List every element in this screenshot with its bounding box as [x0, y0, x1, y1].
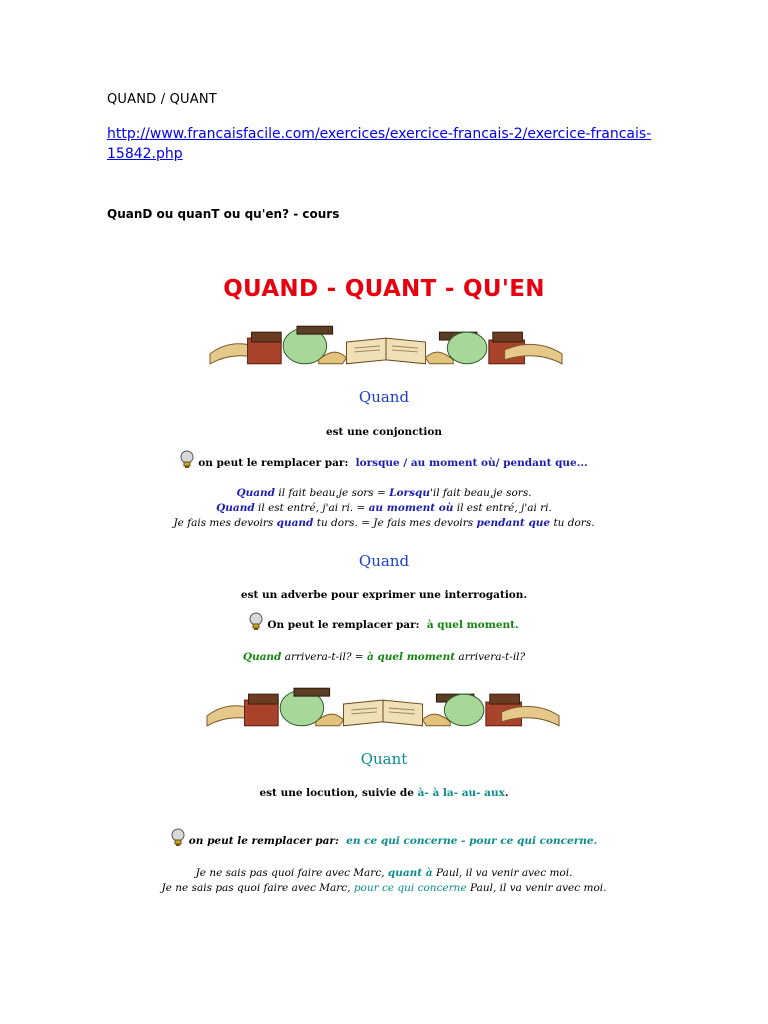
examples-3 [0, 866, 768, 896]
replace-value: à quel moment. [426, 619, 519, 631]
books-banner-top [208, 320, 564, 370]
replace-line-3 [0, 828, 768, 848]
example-2: Quand arrivera-t-il? = à quel moment arrivera-t-il? [242, 651, 526, 663]
example-line: Quand il est entré, j'ai ri. = au moment où il est entré, j'ai ri. [216, 502, 552, 514]
section-definition-3: est une locution, suivie de à- à la- au- aux. [259, 787, 509, 799]
section-title-quand-2: Quand [358, 552, 410, 570]
replace-label: on peut le remplacer par: [188, 835, 339, 847]
books-banner-middle [205, 682, 561, 732]
replace-label: on peut le remplacer par: [198, 457, 349, 469]
section-definition-2: est un adverbe pour exprimer une interrogation. [240, 589, 528, 601]
main-title: QUAND - QUANT - QU'EN [223, 276, 545, 302]
example-line: Quand il fait beau,je sors = Lorsqu'il fait beau,je sors. [236, 487, 532, 499]
lightbulb-icon [249, 612, 263, 632]
replace-value: en ce qui concerne - pour ce qui concerne. [346, 835, 598, 847]
document-subtitle: QuanD ou quanT ou qu'en? - cours [107, 207, 340, 221]
examples-1 [0, 486, 768, 531]
replace-value: lorsque / au moment où/ pendant que... [355, 457, 588, 469]
example-line: Je fais mes devoirs quand tu dors. = Je fais mes devoirs pendant que tu dors. [173, 517, 595, 529]
lightbulb-icon [171, 828, 185, 848]
replace-line-2 [0, 612, 768, 632]
section-definition-1: est une conjonction [325, 426, 443, 438]
example-line: Je ne sais pas quoi faire avec Marc, pour ce qui concerne Paul, il va venir avec moi. [161, 882, 607, 894]
section-title-quant: Quant [360, 750, 408, 768]
source-link[interactable]: http://www.francaisfacile.com/exercices/exercice-francais-2/exercice-francais-15842.php [107, 126, 652, 162]
section-title-quand-1: Quand [358, 388, 410, 406]
replace-label: On peut le remplacer par: [267, 619, 420, 631]
document-heading: QUAND / QUANT [107, 92, 217, 107]
replace-line-1 [0, 450, 768, 470]
lightbulb-icon [180, 450, 194, 470]
example-line: Je ne sais pas quoi faire avec Marc, quant à Paul, il va venir avec moi. [195, 867, 573, 879]
